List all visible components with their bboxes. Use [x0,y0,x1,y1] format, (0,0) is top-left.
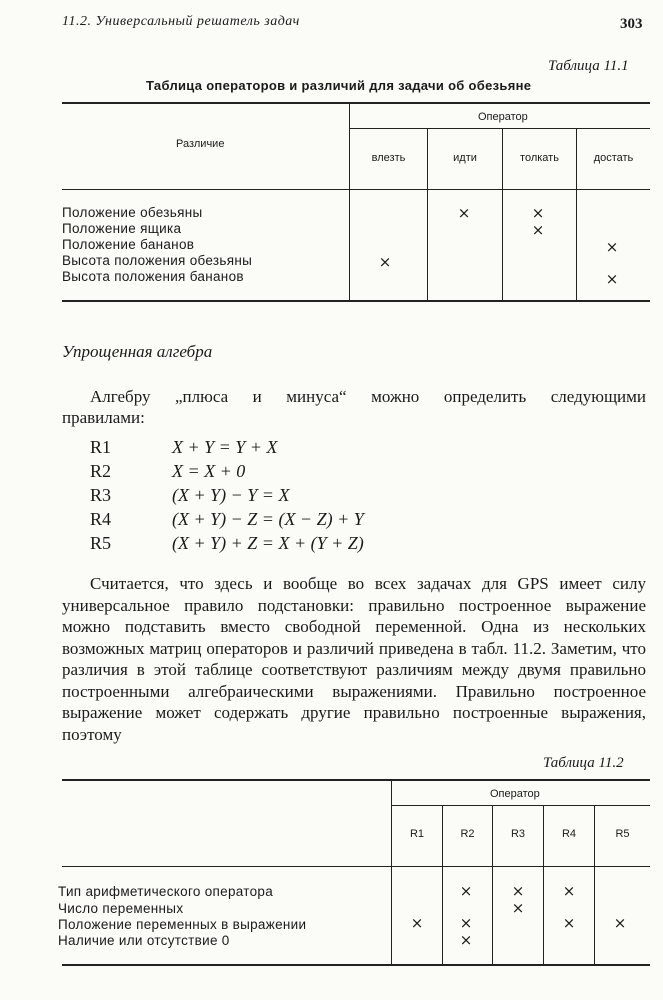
table1-col-header: идти [453,152,477,164]
table2-col-header: R3 [510,828,526,840]
rule-expression: X = X + 0 [172,461,246,481]
page-number: 303 [620,16,643,32]
rule-name: R5 [90,533,112,553]
section-title: Упрощенная алгебра [62,342,213,361]
table-mark: × [531,221,545,239]
table2-label: Таблица 11.2 [543,755,624,771]
rule-name: R4 [90,509,112,529]
table1-col-header: достать [593,152,634,164]
table1-group-header: Оператор [478,111,528,123]
rule-name: R2 [90,461,112,481]
intro-line-1: Алгебру „плюса и минуса“ можно определить следующими [90,387,646,406]
table-mark: × [457,204,471,222]
table-mark: × [562,882,576,900]
table2-col-header: R2 [460,828,475,840]
table-mark: × [562,914,576,932]
table1-col-header: влезть [371,152,406,164]
table2-col-header: R4 [561,828,577,840]
running-header: 11.2. Универсальный решатель задач [62,14,300,29]
table-mark: × [605,238,619,256]
table1-row-label: Положение ящика [62,221,182,236]
table2-row-label: Число переменных [58,901,184,916]
rule-expression: (X + Y) + Z = X + (Y + Z) [172,533,364,553]
intro-line-2: правилами: [62,408,145,427]
rule-name: R3 [90,485,112,505]
table-mark: × [459,882,473,900]
table2-col-header: R5 [615,828,630,840]
table-mark: × [511,882,525,900]
table2-row-label: Тип арифметического оператора [58,884,274,899]
table2-col-header: R1 [409,828,425,840]
table-mark: × [378,253,392,271]
table1-row-label: Положение бананов [62,237,195,252]
table2-row-label: Положение переменных в выражении [58,917,307,932]
table-mark: × [410,914,424,932]
table1-label: Таблица 11.1 [548,58,629,74]
body-paragraph: Считается, что здесь и вообще во всех задачах для GPS имеет силу универсальное правило подстановки: правильно построенное выражение можно подставить вместо свободной переменной. Одна из нескольких возможных матриц операторов и различий приведена в табл. 11.2. Заметим, что различия в этой таблице соответствуют различиям между двумя правильно построенными алгебраическими выражениями. Правильно построенное выражение может содержать другие правильно построенные выражения, поэтому [62,574,646,744]
table2-group-header: Оператор [490,788,540,800]
table-mark: × [613,914,627,932]
table-mark: × [459,931,473,949]
rule-expression: (X + Y) − Z = (X − Z) + Y [172,509,364,529]
table-mark: × [605,270,619,288]
table-mark: × [531,204,545,222]
rule-name: R1 [90,437,112,457]
table1-row-label: Высота положения бананов [62,269,244,284]
table1-row-header: Различие [176,138,225,150]
table-mark: × [459,914,473,932]
rule-expression: (X + Y) − Y = X [172,485,290,505]
table1-caption: Таблица операторов и различий для задачи об обезьяне [146,78,532,93]
table2-row-label: Наличие или отсутствие 0 [58,933,230,948]
table1-row-label: Положение обезьяны [62,205,203,220]
table1-row-label: Высота положения обезьяны [62,253,253,268]
rule-expression: X + Y = Y + X [172,437,278,457]
table1-col-header: толкать [520,152,559,164]
table-mark: × [511,899,525,917]
